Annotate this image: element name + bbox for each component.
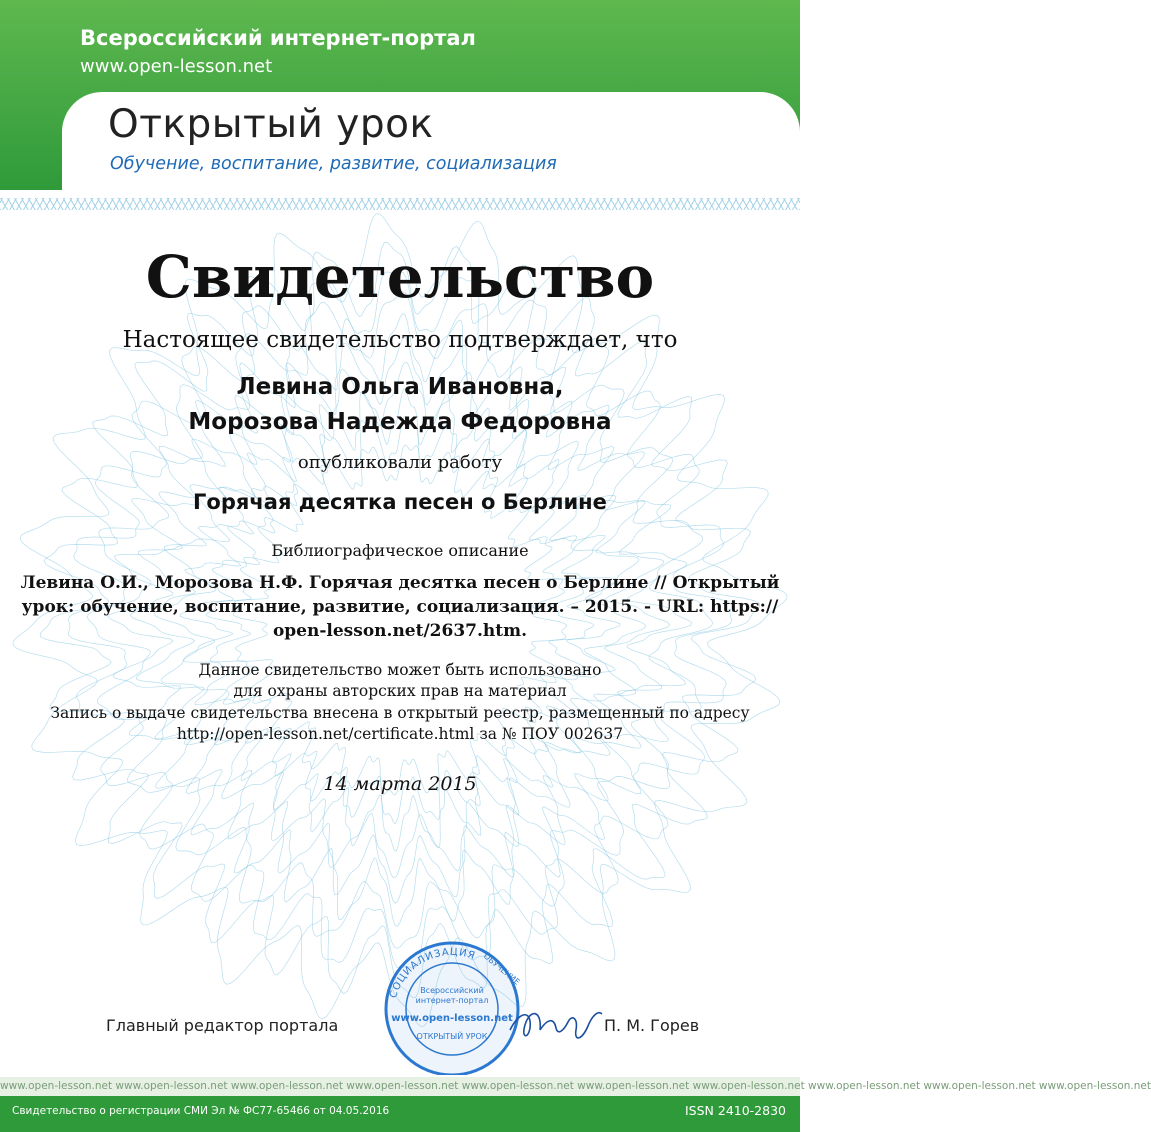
published-label: опубликовали работу <box>297 452 503 473</box>
portal-name: Всероссийский интернет-портал <box>80 26 476 50</box>
notice-line: Запись о выдаче свидетельства внесена в открытый реестр, размещенный по адресу <box>50 704 750 722</box>
editor-label: Главный редактор портала <box>106 1016 339 1035</box>
footer-url-strip: www.open-lesson.net www.open-lesson.net www.open-lesson.net www.open-lesson.net www.open-lesson.net www.open-lesson.net www.open-lesson.net www.open-lesson.net www.open-lesson.net www.open-lesson.net <box>0 1077 800 1096</box>
work-title: Горячая десятка песен о Берлине <box>193 490 607 514</box>
bibliography-line: open-lesson.net/2637.htm. <box>272 621 528 641</box>
bibliography-text <box>0 571 800 643</box>
notice-line: Данное свидетельство может быть использовано <box>198 661 602 679</box>
stamp-line: Всероссийский <box>420 986 484 995</box>
bibliography-line: урок: обучение, воспитание, развитие, социализация. – 2015. - URL: https:// <box>21 597 779 617</box>
stamp-line: ОТКРЫТЫЙ УРОК <box>416 1032 488 1041</box>
person-name-1: Левина Ольга Ивановна, <box>236 374 564 400</box>
certificate-subtitle: Настоящее свидетельство подтверждает, что <box>122 327 678 353</box>
bibliography-label: Библиографическое описание <box>271 541 529 560</box>
editor-signature <box>502 1000 612 1050</box>
stamp-arc-top-text: СОЦИАЛИЗАЦИЯ <box>388 946 478 1000</box>
bibliography-line: Левина О.И., Морозова Н.Ф. Горячая десятка песен о Берлине // Открытый <box>20 573 780 593</box>
stamp-line: интернет-портал <box>415 996 489 1005</box>
notice-line: http://open-lesson.net/certificate.html за № ПОУ 002637 <box>176 725 624 743</box>
tagline: Обучение, воспитание, развитие, социализация <box>110 154 557 174</box>
logo-text: Открытый урок <box>108 102 434 147</box>
person-name-2: Морозова Надежда Федоровна <box>188 409 612 435</box>
stamp-url: www.open-lesson.net <box>391 1013 513 1024</box>
editor-name: П. М. Горев <box>604 1016 700 1035</box>
stamp-line: ОБУЧЕНИЕ <box>481 951 522 987</box>
issue-date: 14 марта 2015 <box>323 773 477 795</box>
issn-text: ISSN 2410-2830 <box>684 1103 786 1118</box>
registration-text: Свидетельство о регистрации СМИ Эл № ФС77-65466 от 04.05.2016 <box>12 1105 390 1117</box>
portal-url: www.open-lesson.net <box>80 56 273 77</box>
notice-line: для охраны авторских прав на материал <box>233 682 567 700</box>
certificate-title: Свидетельство <box>145 243 655 311</box>
